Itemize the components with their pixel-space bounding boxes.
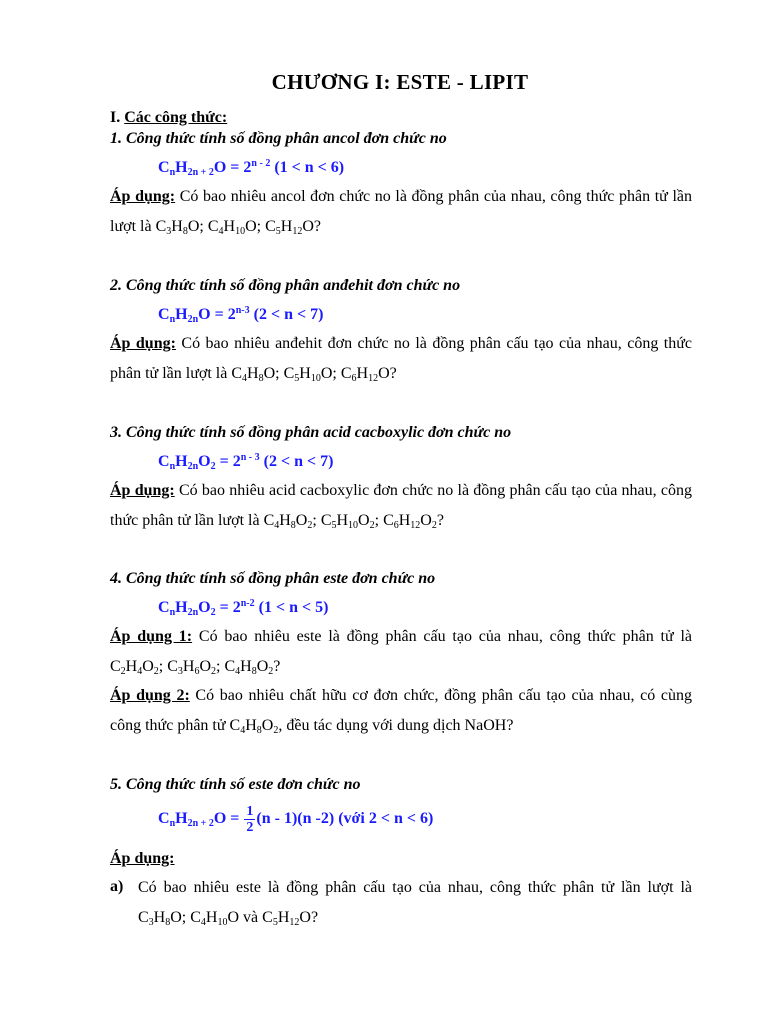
section-number: I. (110, 109, 121, 126)
formula-4: $C_nH_{2n}O_2 = 2^{n-2}$ (1 < n < 5) (158, 598, 329, 618)
section-label: Các công thức: (124, 109, 228, 126)
item-a-label: a) (110, 878, 124, 895)
formula-3-application: Áp dụng: Có bao nhiêu acid cacboxylic đơn chức no là đồng phân cấu tạo của nhau, công thức phân tử lần lượt là $C_4H_8O_2$; $C_5H_{10}O_2$; $C_6H_{12}O_2$? (110, 482, 692, 531)
formula-3: $C_nH_{2n}O_2 = 2^{n - 3}$ (2 < n < 7) (158, 452, 334, 472)
application-label: Áp dụng: (110, 188, 176, 205)
formula-3-heading: 3. Công thức tính số đồng phân acid cacboxylic đơn chức no (110, 424, 512, 441)
formula-4-application-1: Áp dụng 1: Có bao nhiêu este là đồng phân cấu tạo của nhau, công thức phân tử là $C_2H_4O_2$; $C_3H_6O_2$; $C_4H_8O_2$? (110, 628, 692, 677)
formula-4-heading: 4. Công thức tính số đồng phân este đơn chức no (110, 570, 436, 587)
application-label: Áp dụng: (110, 482, 175, 499)
application-label-1: Áp dụng 1: (110, 628, 193, 645)
formula-1-heading: 1. Công thức tính số đồng phân ancol đơn chức no (110, 130, 447, 147)
item-a-text: Có bao nhiêu este là đồng phân cấu tạo của nhau, công thức phân tử lần lượt là $C_3H_8O$; $C_4H_{10}O$ và $C_5H_{12}O$? (138, 879, 692, 928)
page-title: CHƯƠNG I: ESTE - LIPIT (271, 70, 529, 94)
formula-2-application: Áp dụng: Có bao nhiêu anđehit đơn chức no là đồng phân cấu tạo của nhau, công thức phân tử lần lượt là $C_4H_8O$; $C_5H_{10}O$; $C_6H_{12}O$? (110, 335, 692, 384)
formula-5-heading: 5. Công thức tính số este đơn chức no (110, 776, 361, 793)
formula-1-application: Áp dụng: Có bao nhiêu ancol đơn chức no là đồng phân của nhau, công thức phân tử lần lượt là $C_3H_8O$; $C_4H_{10}O$; $C_5H_{12}O$? (110, 188, 693, 237)
formula-5-application-label: Áp dụng: (110, 850, 175, 867)
formula-2-heading: 2. Công thức tính số đồng phân anđehit đơn chức no (110, 277, 461, 294)
formula-4-application-2: Áp dụng 2: Có bao nhiêu chất hữu cơ đơn chức, đồng phân cấu tạo của nhau, có cùng công thức phân tử $C_4H_8O_2$, đều tác dụng với dung dịch NaOH? (110, 687, 692, 736)
formula-5: $C_nH_{2n + 2}O$ = $\frac{1}{2}$ (n - 1)(n -2) (với 2 < n < 6) (158, 804, 434, 835)
formula-1: $C_nH_{2n + 2}O = 2^{n - 2}$ (1 < n < 6) (158, 158, 345, 178)
section-heading (110, 109, 227, 127)
application-label-2: Áp dụng 2: (110, 687, 190, 704)
formula-2: $C_nH_{2n}O = 2^{n-3}$ (2 < n < 7) (158, 305, 324, 325)
application-label: Áp dụng: (110, 335, 176, 352)
fraction-one-half: $\frac{1}{2}$ (246, 804, 254, 835)
